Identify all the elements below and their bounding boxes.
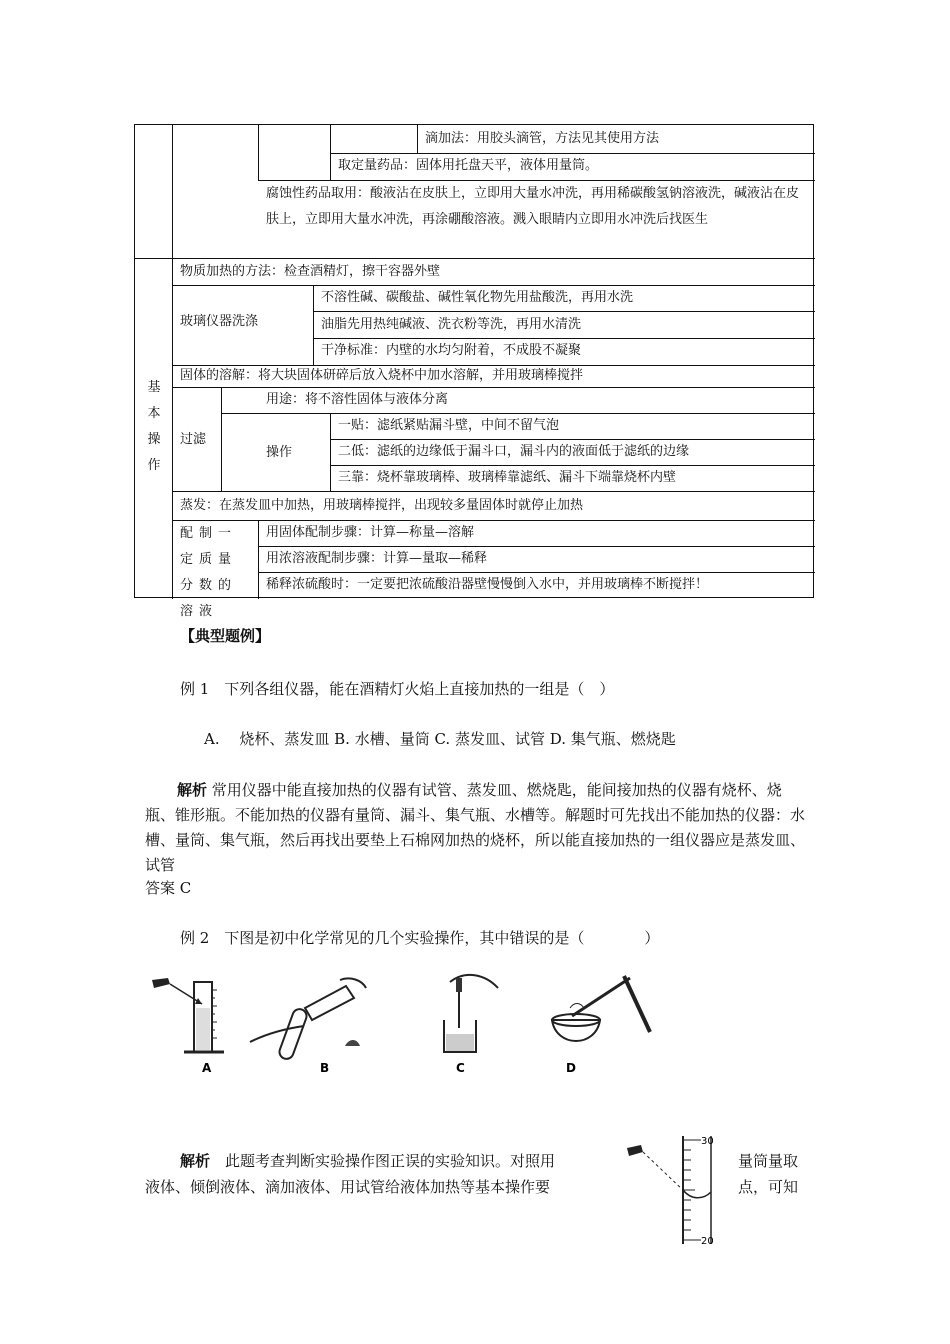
cylinder-tick-label: 30 bbox=[701, 1136, 714, 1147]
table-cell-drop-method: 滴加法：用胶头滴管，方法见其使用方法 bbox=[425, 131, 660, 146]
analysis-text: 常用仪器中能直接加热的仪器有试管、蒸发皿、燃烧匙，能间接加热的仪器有烧杯、烧瓶、锥形瓶。不能加热的仪器有量筒、漏斗、集气瓶、水槽等。解题时可先找出不能加热的仪器：水槽、量筒、集气瓶，然后再找出要垫上石棉网加热的烧杯，所以能直接加热的一组仪器应是蒸发皿、试管 bbox=[145, 781, 806, 874]
table-cell-filter-label: 过滤 bbox=[180, 432, 207, 447]
reference-table bbox=[134, 124, 814, 619]
example2-question: 例 2 下图是初中化学常见的几个实验操作，其中错误的是（ ） bbox=[180, 929, 660, 947]
table-cell-solution-item: 用浓溶液配制步骤：计算—量取—稀释 bbox=[266, 551, 488, 566]
example2-analysis-line1 bbox=[180, 1150, 555, 1171]
example1-analysis bbox=[145, 778, 805, 878]
analysis-text: 此题考查判断实验操作图正误的实验知识。对照用 bbox=[225, 1152, 556, 1170]
eye-icon bbox=[627, 1145, 643, 1156]
example1-question: 例 1 下列各组仪器，能在酒精灯火焰上直接加热的一组是（ ） bbox=[180, 680, 615, 698]
table-cell-filter-op: 一贴：滤纸紧贴漏斗壁，中间不留气泡 bbox=[338, 418, 560, 433]
figure-label-b: B bbox=[320, 1061, 330, 1075]
example1-options: A. 烧杯、蒸发皿 B. 水槽、量筒 C. 蒸发皿、试管 D. 集气瓶、燃烧匙 bbox=[204, 730, 676, 748]
table-cell-filter-op: 二低：滤纸的边缘低于漏斗口，漏斗内的液面低于滤纸的边缘 bbox=[338, 444, 690, 459]
cylinder-reading-figure bbox=[615, 1130, 725, 1250]
table-cell-washing-label: 玻璃仪器洗涤 bbox=[180, 314, 259, 329]
table-cell-solution-item: 稀释浓硫酸时：一定要把浓硫酸沿器壁慢慢倒入水中，并用玻璃棒不断搅拌！ bbox=[266, 577, 709, 592]
example2-analysis-right1: 量筒量取 bbox=[738, 1152, 799, 1170]
figure-b-pouring bbox=[250, 978, 366, 1060]
table-cell-washing-item: 不溶性碱、碳酸盐、碱性氧化物先用盐酸洗，再用水洗 bbox=[321, 290, 634, 305]
table-cell-dissolve: 固体的溶解：将大块固体研碎后放入烧杯中加水溶解，并用玻璃棒搅拌 bbox=[180, 368, 584, 383]
section-heading: 【典型题例】 bbox=[180, 627, 271, 645]
table-cell-filter-use: 用途：将不溶性固体与液体分离 bbox=[266, 392, 449, 407]
table-cell-washing-item: 油脂先用热纯碱液、洗衣粉等洗，再用水清洗 bbox=[321, 317, 582, 332]
figure-c-dropper bbox=[444, 975, 498, 1052]
figure-label-a: A bbox=[202, 1061, 212, 1075]
table-cell-evaporate: 蒸发：在蒸发皿中加热，用玻璃棒搅拌，出现较多量固体时就停止加热 bbox=[180, 498, 584, 513]
figure-label-c: C bbox=[456, 1061, 465, 1075]
figure-label-d: D bbox=[566, 1061, 576, 1075]
table-cell-quantify: 取定量药品：固体用托盘天平，液体用量筒。 bbox=[338, 158, 599, 173]
table-cell-heating: 物质加热的方法：检查酒精灯，擦干容器外壁 bbox=[180, 264, 441, 279]
table-cell-washing-item: 干净标准：内壁的水均匀附着，不成股不凝聚 bbox=[321, 343, 582, 358]
table-cell-filter-op: 三靠：烧杯靠玻璃棒、玻璃棒靠滤纸、漏斗下端靠烧杯内壁 bbox=[338, 470, 677, 485]
table-cell-solution-item: 用固体配制步骤：计算—称量—溶解 bbox=[266, 525, 475, 540]
example1-answer: 答案 C bbox=[145, 879, 192, 897]
table-cell-corrosive: 腐蚀性药品取用：酸液沾在皮肤上，立即用大量水冲洗，再用稀碳酸氢钠溶液洗，碱液沾在皮肤上，立即用大量水冲洗，再涂硼酸溶液。溅入眼睛内立即用水冲洗后找医生 bbox=[266, 186, 800, 227]
table-cell-solution-label: 配制一定质量分数的溶液 bbox=[180, 526, 238, 619]
table-cell-filter-op-label: 操作 bbox=[266, 445, 293, 460]
figure-a-cylinder bbox=[152, 978, 224, 1052]
example2-analysis-right2: 点，可知 bbox=[738, 1178, 799, 1196]
analysis-label: 解析 bbox=[180, 1152, 211, 1170]
cylinder-tick-label: 20 bbox=[701, 1236, 714, 1247]
analysis-label: 解析 bbox=[177, 781, 208, 799]
table-section-label: 基本操作 bbox=[147, 380, 161, 473]
experiment-figures bbox=[140, 968, 660, 1078]
figure-d-evaporating bbox=[552, 976, 650, 1041]
example2-analysis-line2: 液体、倾倒液体、滴加液体、用试管给液体加热等基本操作要 bbox=[145, 1178, 551, 1196]
